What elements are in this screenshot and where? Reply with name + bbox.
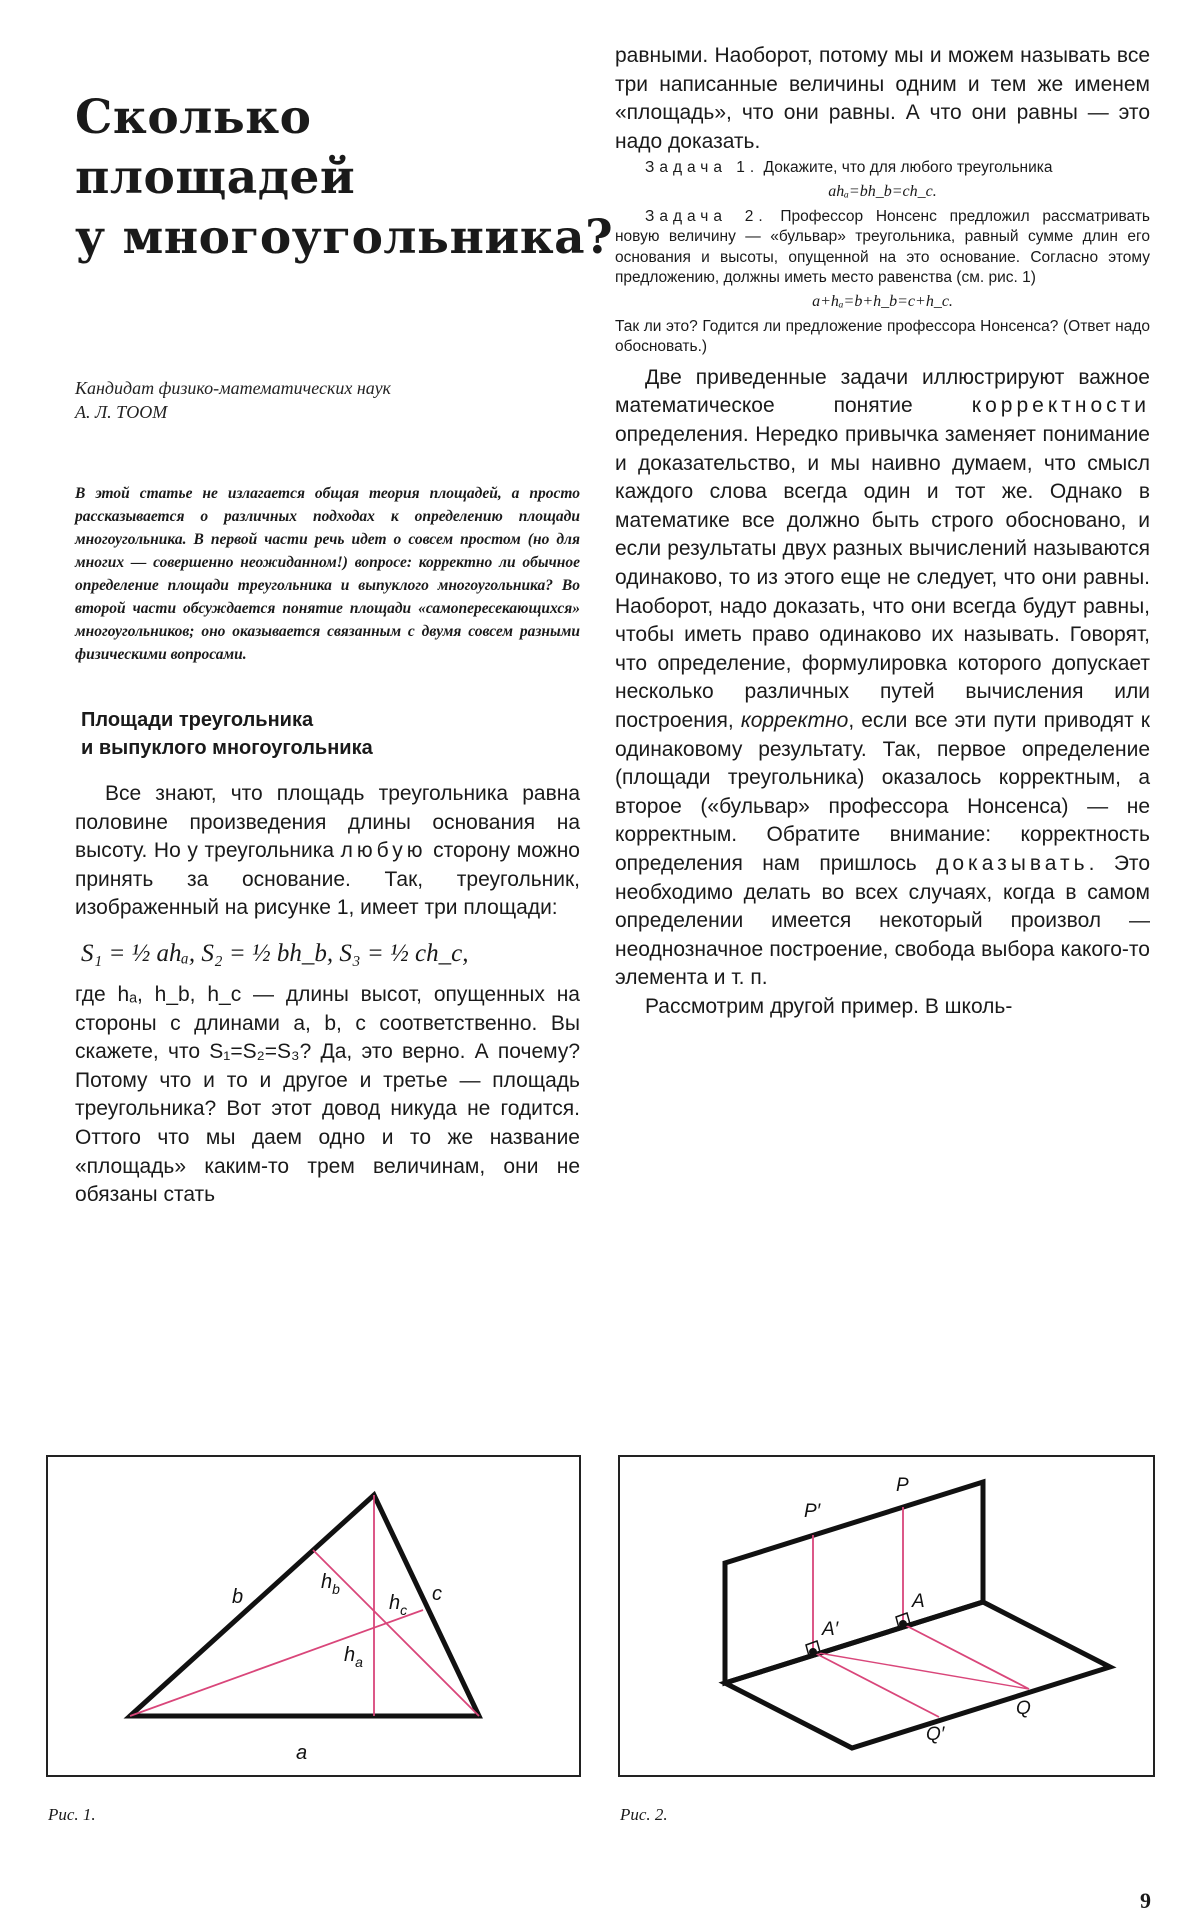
paragraph-altitudes: где hₐ, h_b, h_c — длины высот, опущенных на стороны с длинами a, b, c соответственно. Вы скажете, что S₁=S₂=S₃? Да, это верно. А почему? Потому что и то и другое и третье — площадь треугольника? Вот этот довод никуда не годится. Оттого что мы даем одно и то же название «площадь» каким-то трем величинам, они не обязаны стать xyxy=(75,982,580,1207)
label-hb-sub: b xyxy=(332,1581,340,1597)
paragraph-continued: равными. Наоборот, потому мы и можем называть все три написанные величины одним и тем же именем «площадь», что они равны. А что они равны — это надо доказать. xyxy=(615,44,1150,153)
title-line-2: площадей xyxy=(75,150,356,205)
text-run: . Это необходимо делать во всех случаях, когда в самом определении имеется некоторый произвол — неоднозначное построение, свобода выбора какого-то элемента и т. п. xyxy=(615,851,1150,990)
vertical-plane xyxy=(725,1482,983,1683)
label-hc-main: h xyxy=(389,1592,401,1614)
section-heading-line-2: и выпуклого многоугольника xyxy=(81,737,373,759)
italic-word: корректно xyxy=(740,709,849,732)
left-body-text xyxy=(75,780,580,1210)
point-A1 xyxy=(809,1648,817,1656)
author-name: А. Л. ТООМ xyxy=(75,402,168,422)
emphasized-word: доказывать xyxy=(936,851,1089,875)
label-hc-sub: c xyxy=(400,1602,408,1618)
label-Q1: Q′ xyxy=(926,1724,945,1745)
label-hc xyxy=(389,1592,407,1618)
left-column xyxy=(75,88,614,1210)
task-2-question: Так ли это? Годится ли предложение профессора Нонсенса? (Ответ надо обосновать.) xyxy=(615,317,1150,356)
triangle-outline xyxy=(130,1495,479,1716)
author-credentials: Кандидат физико-математических наук xyxy=(75,378,391,398)
task-1-formula: ahₐ=bh_b=ch_c. xyxy=(828,182,937,200)
label-hb-main: h xyxy=(321,1571,333,1593)
line-A1-Q1 xyxy=(813,1652,939,1717)
text-run: сторону можно принять за основание. Так, треугольник, изображенный на рисунке 1, имеет три площади: xyxy=(75,839,580,920)
title-line-1: Сколько xyxy=(75,90,312,145)
title-line-3: у многоугольника? xyxy=(75,210,614,265)
abstract: В этой статье не излагается общая теория площадей, а просто рассказывается о различных подходах к определению площади многоугольника. В первой части речь идет о совсем простом (но для многих — совершенно неожиданном!) вопросе: корректно ли обычное определение площади треугольника и выпуклого многоугольника? Во второй части обсуждается понятие площади «самопересекающихся» многоугольников; оно оказывается связанным с двумя совсем разными физическими вопросами. xyxy=(75,485,580,663)
label-b: b xyxy=(232,1586,244,1608)
author-block xyxy=(75,376,580,424)
label-c: c xyxy=(432,1583,442,1605)
task-1-text: Докажите, что для любого треугольника xyxy=(759,159,1053,177)
label-a: a xyxy=(296,1742,308,1764)
section-heading xyxy=(75,706,580,762)
text-run: Все знают, что площадь треугольника равна половине произведения длины основания на высоту. Но у треугольника xyxy=(75,782,580,863)
task-2-label: Задача 2. xyxy=(645,207,768,225)
text-run: определения. Нередко привычка заменяет понимание и доказательство, и мы наивно думаем, что смысл каждого слова всегда один и тот же. Однако в математике все должно быть строго обосновано, и если результаты двух разных вычислений называются одинаково, то из этого еще не следует, что они равны. Наоборот, надо доказать, что они всегда будут равны, чтобы иметь право одинаково их называть. Говорят, что определение, формулировка которого допускает несколько различных путей вычисления или построения, xyxy=(615,423,1150,732)
emphasized-word: любую xyxy=(340,839,427,863)
article-title xyxy=(75,88,614,268)
right-body-text xyxy=(615,42,1150,156)
label-A1: A′ xyxy=(822,1619,839,1640)
altitude-hb xyxy=(313,1550,479,1716)
area-formula: S₁ = ½ ahₐ, S₂ = ½ bh_b, S₃ = ½ ch_c, xyxy=(81,939,469,967)
altitude-hc xyxy=(130,1610,423,1716)
figure-2-planes xyxy=(618,1455,1155,1777)
right-column xyxy=(615,42,1150,1022)
text-run: Две приведенные задачи иллюстрируют важное математическое понятие xyxy=(615,365,1150,418)
section-heading-line-1: Площади треугольника xyxy=(81,709,314,731)
paragraph-intro xyxy=(75,780,580,923)
horizontal-plane xyxy=(725,1602,1110,1748)
task-1-label: Задача 1. xyxy=(645,159,760,177)
page-number: 9 xyxy=(1140,1888,1151,1913)
label-P1: P′ xyxy=(804,1501,821,1522)
label-Q: Q xyxy=(1016,1698,1031,1719)
task-2-formula: a+hₐ=b+h_b=c+h_c. xyxy=(812,292,953,310)
task-2 xyxy=(615,207,1150,289)
line-A-Q xyxy=(903,1624,1029,1689)
emphasized-word: корректности xyxy=(971,394,1150,418)
label-P: P xyxy=(896,1475,909,1496)
label-ha xyxy=(344,1644,363,1670)
paragraph-next: Рассмотрим другой пример. В школь- xyxy=(645,994,1013,1018)
figure-1-triangle xyxy=(46,1455,581,1777)
label-A: A xyxy=(912,1591,925,1612)
label-ha-sub: a xyxy=(355,1654,363,1670)
text-run: , если все эти пути приводят к одинаковому результату. Так, первое определение (площади треугольника) оказалось корректным, а второе («бульвар» профессора Нонсенса) — не корректным. Обратите внимание: корректность определения нам пришлось xyxy=(615,709,1150,875)
figure-1-caption: Рис. 1. xyxy=(48,1805,96,1824)
right-body-text-main xyxy=(615,364,1150,1022)
line-A1-Q xyxy=(813,1652,1029,1689)
task-1 xyxy=(615,158,1150,179)
triangle-diagram xyxy=(48,1457,579,1775)
task-2-text: Профессор Нонсенс предложил рассматривать новую величину — «бульвар» треугольника, равный сумме длин его основания и высоты, опущенной на это основание. Согласно этому предложению, должны иметь место равенства (см. рис. 1) xyxy=(615,207,1150,287)
paragraph-correctness xyxy=(615,364,1150,993)
figure-2-caption: Рис. 2. xyxy=(620,1805,668,1824)
planes-diagram xyxy=(620,1457,1153,1775)
point-A xyxy=(899,1620,907,1628)
label-ha-main: h xyxy=(344,1644,356,1666)
